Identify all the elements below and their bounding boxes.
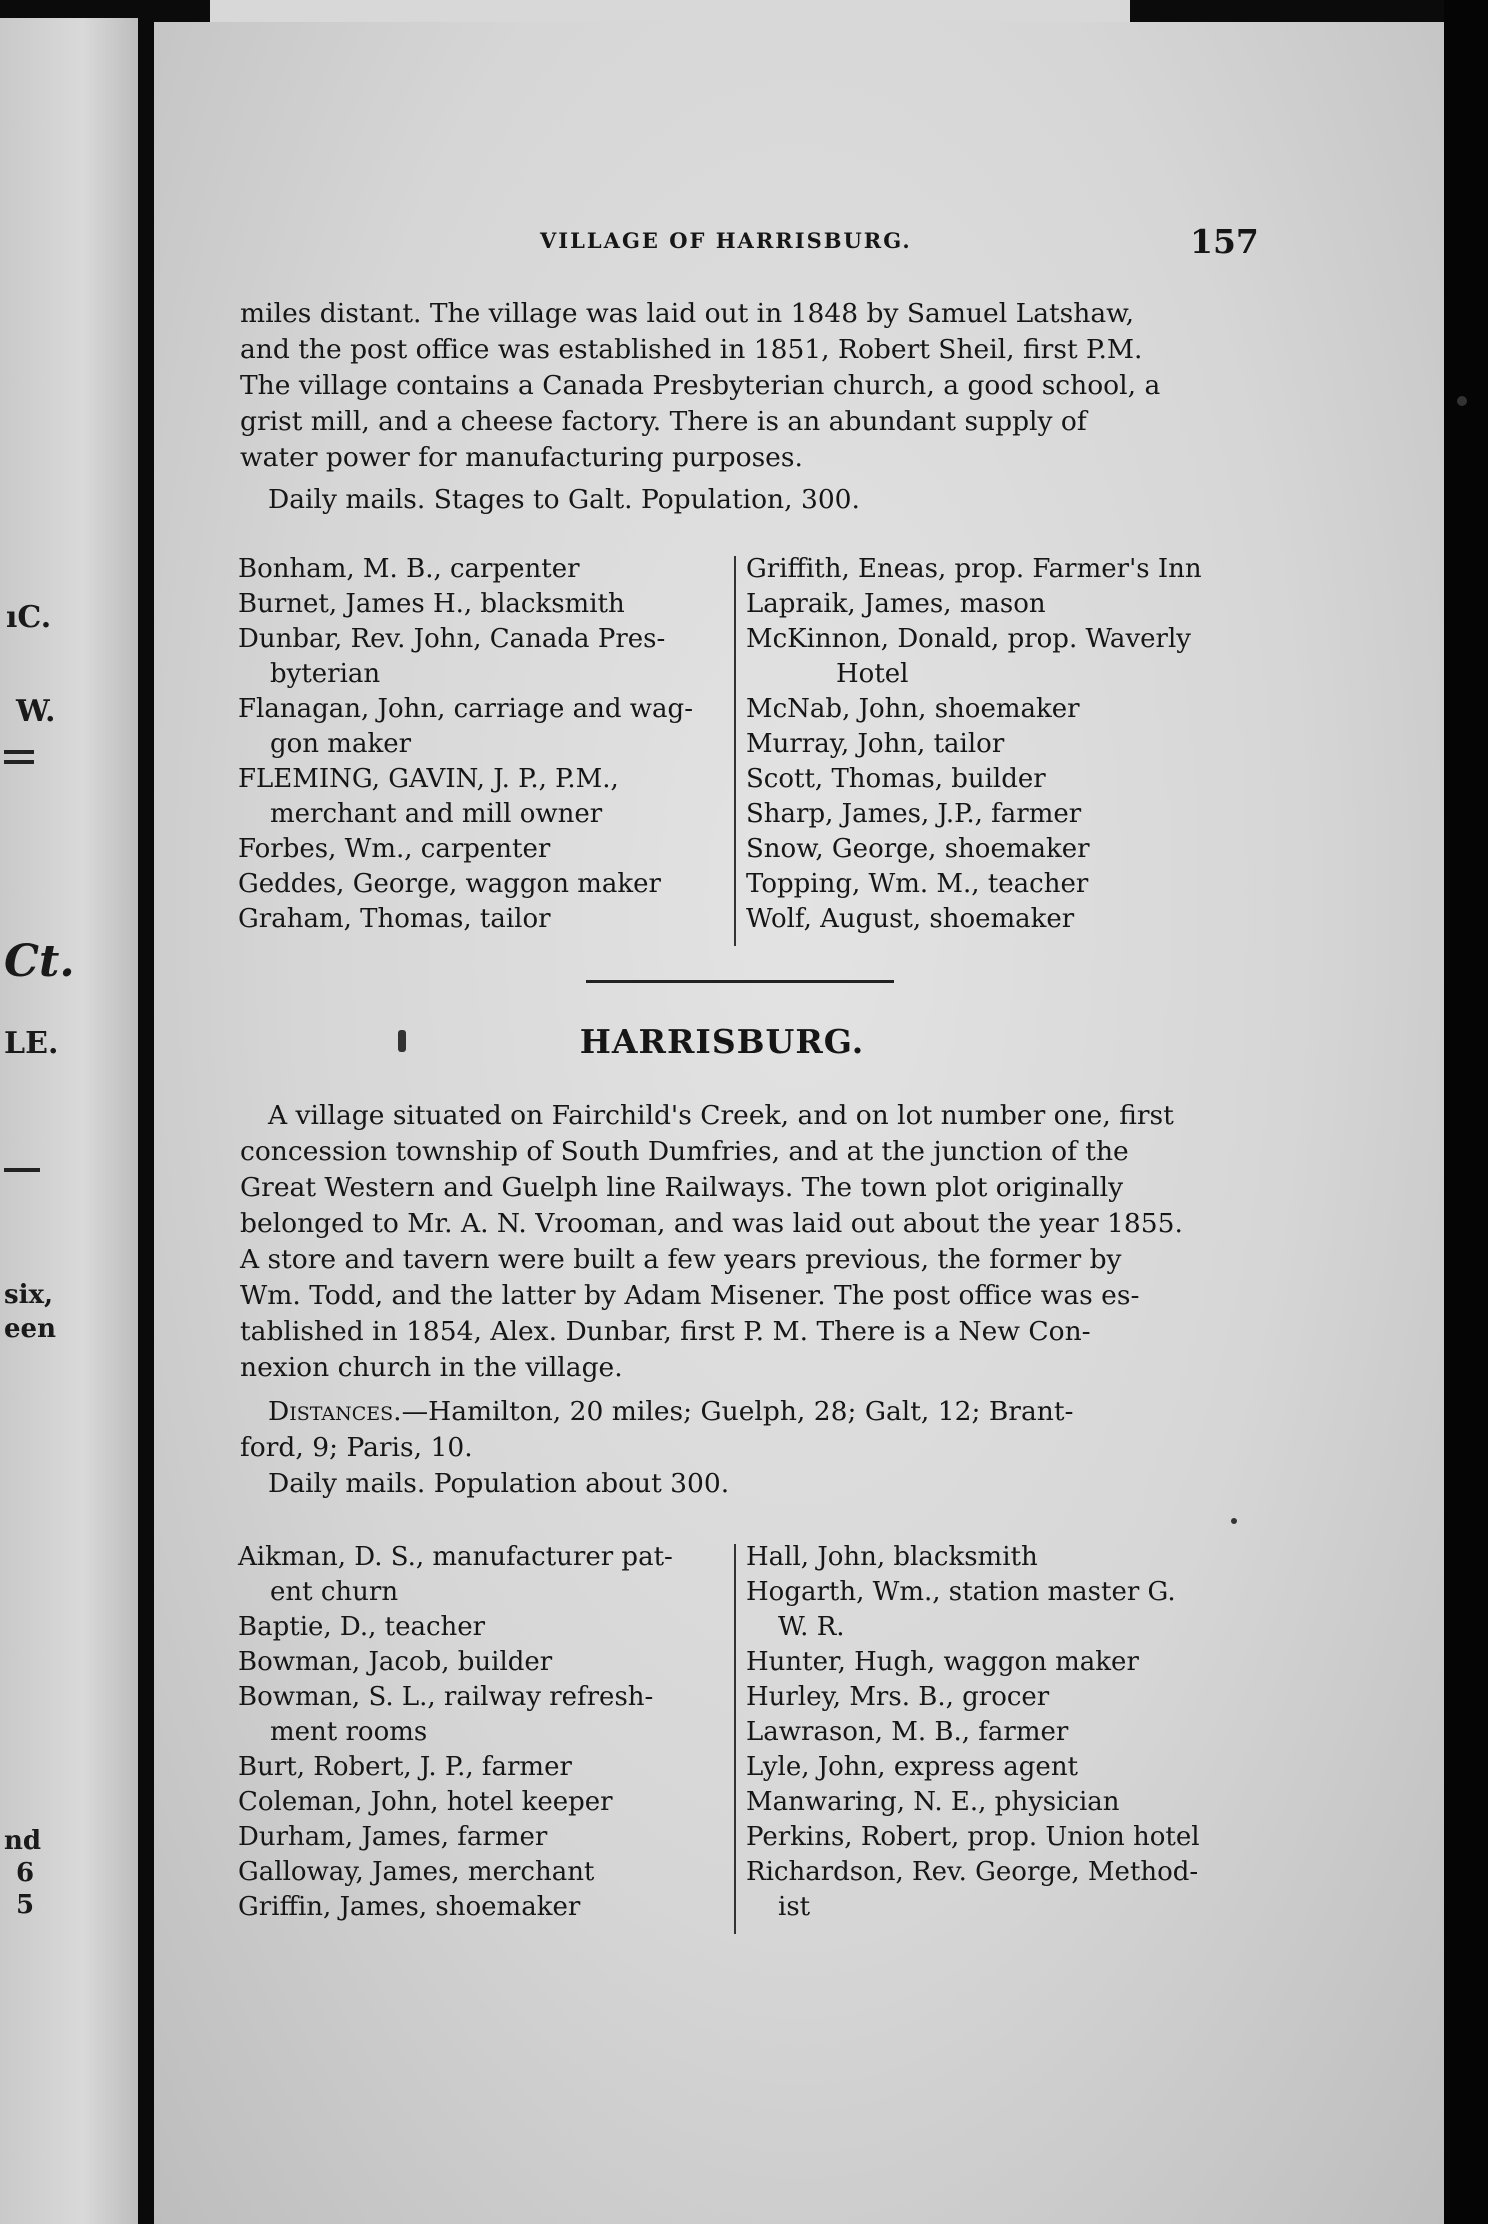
distances-label: Distances. bbox=[268, 1396, 402, 1427]
directory-entry: Lyle, John, express agent bbox=[746, 1752, 1079, 1782]
scanner-right-edge bbox=[1444, 0, 1488, 2224]
binding-gutter bbox=[138, 18, 154, 2224]
text-line: miles distant. The village was laid out in 1848 by Samuel Latshaw, bbox=[240, 298, 1135, 329]
fragment-rule bbox=[4, 750, 34, 754]
text-line: tablished in 1854, Alex. Dunbar, first P. M. There is a New Con- bbox=[240, 1316, 1091, 1347]
directory-entry: Bowman, Jacob, builder bbox=[238, 1647, 553, 1677]
fragment-text: 6 bbox=[16, 1858, 35, 1888]
directory-entry: Bowman, S. L., railway refresh- bbox=[238, 1682, 654, 1712]
directory-harrisburg bbox=[238, 1540, 1248, 1940]
directory-entry: Wolf, August, shoemaker bbox=[746, 904, 1075, 934]
fragment-text: LE. bbox=[4, 1026, 59, 1061]
directory-entry: Hogarth, Wm., station master G. bbox=[746, 1577, 1176, 1607]
directory-entry: McKinnon, Donald, prop. Waverly bbox=[746, 624, 1191, 654]
directory-entry: gon maker bbox=[270, 729, 412, 759]
directory-left-column bbox=[238, 552, 728, 937]
fragment-text: Ct. bbox=[4, 936, 75, 987]
directory-entry: Hall, John, blacksmith bbox=[746, 1542, 1038, 1572]
directory-entry: Geddes, George, waggon maker bbox=[238, 869, 661, 899]
directory-entry: Graham, Thomas, tailor bbox=[238, 904, 551, 934]
directory-entry: ist bbox=[778, 1892, 811, 1922]
directory-entry: Griffin, James, shoemaker bbox=[238, 1892, 581, 1922]
adjacent-page-fragment bbox=[0, 18, 138, 2224]
directory-entry: byterian bbox=[270, 659, 381, 689]
directory-entry: Baptie, D., teacher bbox=[238, 1612, 486, 1642]
text-line: ford, 9; Paris, 10. bbox=[240, 1432, 473, 1463]
text-line: nexion church in the village. bbox=[240, 1352, 623, 1383]
directory-entry: Murray, John, tailor bbox=[746, 729, 1005, 759]
text-line: grist mill, and a cheese factory. There is an abundant supply of bbox=[240, 406, 1087, 437]
directory-right-column bbox=[746, 552, 1246, 937]
text-line: The village contains a Canada Presbyterian church, a good school, a bbox=[240, 370, 1161, 401]
text-line: and the post office was established in 1851, Robert Sheil, first P.M. bbox=[240, 334, 1143, 365]
text-line: Wm. Todd, and the latter by Adam Misener. The post office was es- bbox=[240, 1280, 1140, 1311]
directory-left-column bbox=[238, 1540, 728, 1925]
directory-entry: Bonham, M. B., carpenter bbox=[238, 554, 580, 584]
directory-entry: Burt, Robert, J. P., farmer bbox=[238, 1752, 572, 1782]
directory-entry: Snow, George, shoemaker bbox=[746, 834, 1090, 864]
directory-entry: Richardson, Rev. George, Method- bbox=[746, 1857, 1199, 1887]
directory-entry: Hunter, Hugh, waggon maker bbox=[746, 1647, 1139, 1677]
mails-line: Daily mails. Population about 300. bbox=[268, 1468, 730, 1499]
directory-entry: Griffith, Eneas, prop. Farmer's Inn bbox=[746, 554, 1202, 584]
directory-entry: Coleman, John, hotel keeper bbox=[238, 1787, 613, 1817]
fragment-rule bbox=[4, 1168, 40, 1172]
directory-entry: Lawrason, M. B., farmer bbox=[746, 1717, 1069, 1747]
text-line: A store and tavern were built a few years previous, the former by bbox=[240, 1244, 1122, 1275]
text-line: belonged to Mr. A. N. Vrooman, and was laid out about the year 1855. bbox=[240, 1208, 1183, 1239]
text-line bbox=[240, 1394, 1245, 1430]
directory-entry: merchant and mill owner bbox=[270, 799, 603, 829]
directory-entry: Hotel bbox=[836, 659, 909, 689]
directory-entry: Flanagan, John, carriage and wag- bbox=[238, 694, 693, 724]
distances-paragraph bbox=[240, 1394, 1245, 1466]
directory-entry: Hurley, Mrs. B., grocer bbox=[746, 1682, 1050, 1712]
directory-entry: FLEMING, GAVIN, J. P., P.M., bbox=[238, 764, 619, 794]
directory-right-column bbox=[746, 1540, 1246, 1925]
directory-entry: ment rooms bbox=[270, 1717, 428, 1747]
fragment-rule bbox=[4, 760, 34, 764]
directory-entry: Sharp, James, J.P., farmer bbox=[746, 799, 1082, 829]
mails-line: Daily mails. Stages to Galt. Population, 300. bbox=[268, 484, 860, 515]
scan-speck bbox=[1231, 1518, 1237, 1524]
fragment-text: ıC. bbox=[6, 600, 52, 635]
directory-entry: W. R. bbox=[778, 1612, 845, 1642]
directory-entry: Burnet, James H., blacksmith bbox=[238, 589, 625, 619]
scan-speck bbox=[1457, 396, 1467, 406]
section-title: HARRISBURG. bbox=[579, 1022, 865, 1061]
directory-entry: Galloway, James, merchant bbox=[238, 1857, 595, 1887]
directory-entry: Lapraik, James, mason bbox=[746, 589, 1046, 619]
scan-speck bbox=[398, 1030, 406, 1052]
directory-entry: Aikman, D. S., manufacturer pat- bbox=[238, 1542, 673, 1572]
directory-entry: Manwaring, N. E., physician bbox=[746, 1787, 1120, 1817]
running-head: VILLAGE OF HARRISBURG. bbox=[540, 228, 912, 253]
column-rule bbox=[734, 1544, 736, 1934]
directory-entry: Topping, Wm. M., teacher bbox=[746, 869, 1089, 899]
text-line: water power for manufacturing purposes. bbox=[240, 442, 803, 473]
directory-entry: Scott, Thomas, builder bbox=[746, 764, 1046, 794]
intro-mails bbox=[240, 482, 1245, 518]
directory-entry: Dunbar, Rev. John, Canada Pres- bbox=[238, 624, 666, 654]
distances-text: —Hamilton, 20 miles; Guelph, 28; Galt, 12; Brant- bbox=[401, 1396, 1074, 1427]
description-mails bbox=[240, 1466, 1245, 1502]
text-line: Great Western and Guelph line Railways. The town plot originally bbox=[240, 1172, 1124, 1203]
fragment-text: een bbox=[4, 1314, 56, 1344]
description-paragraph bbox=[240, 1098, 1245, 1386]
fragment-text: W. bbox=[16, 694, 56, 729]
column-rule bbox=[734, 556, 736, 946]
fragment-text: six, bbox=[4, 1280, 54, 1310]
fragment-text: nd bbox=[4, 1826, 42, 1856]
text-line: concession township of South Dumfries, and at the junction of the bbox=[240, 1136, 1129, 1167]
directory-entry: ent churn bbox=[270, 1577, 399, 1607]
section-divider bbox=[586, 980, 894, 983]
fragment-text: 5 bbox=[16, 1890, 35, 1920]
text-line: A village situated on Fairchild's Creek, and on lot number one, first bbox=[268, 1100, 1174, 1131]
directory-entry: Forbes, Wm., carpenter bbox=[238, 834, 551, 864]
directory-entry: McNab, John, shoemaker bbox=[746, 694, 1080, 724]
intro-paragraph bbox=[240, 296, 1245, 476]
directory-village bbox=[238, 552, 1248, 952]
directory-entry: Durham, James, farmer bbox=[238, 1822, 548, 1852]
directory-entry: Perkins, Robert, prop. Union hotel bbox=[746, 1822, 1200, 1852]
page-number: 157 bbox=[1190, 222, 1259, 261]
